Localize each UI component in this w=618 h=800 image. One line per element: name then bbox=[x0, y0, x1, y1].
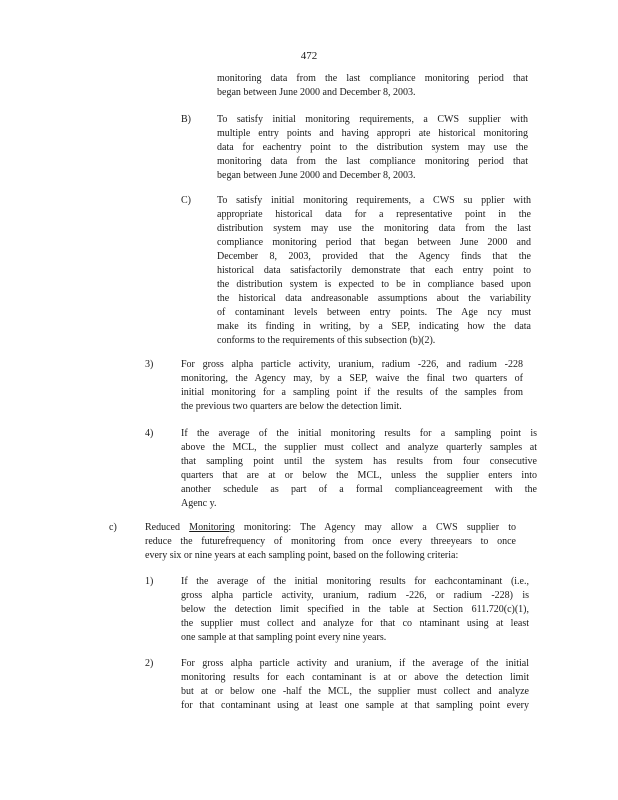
text-line: data for eachentry point to the distribution system may use the bbox=[217, 142, 528, 153]
text-line: gross alpha particle activity, uranium, radium -226, or radium -228) is bbox=[181, 590, 529, 601]
text-line: If the average of the initial monitoring results for eachcontaminant (i.e., bbox=[181, 576, 529, 587]
text-line: appropriate historical data for a representative point in the bbox=[217, 209, 531, 220]
text-line: compliance monitoring period that began between June 2000 and bbox=[217, 237, 531, 248]
text-block-4 bbox=[181, 427, 537, 511]
text-block-b bbox=[217, 113, 528, 183]
text-block-1 bbox=[181, 575, 529, 645]
text-line: monitoring data from the last compliance monitoring period that bbox=[217, 156, 528, 167]
text-block-3 bbox=[181, 358, 523, 414]
text-line: reduce the futurefrequency of monitoring from once every threeyears to once bbox=[145, 536, 516, 547]
text-line: another schedule as part of a formal complianceagreement with the bbox=[181, 484, 537, 495]
text-line: To satisfy initial monitoring requirements, a CWS supplier with bbox=[217, 114, 528, 125]
text-line: monitoring results for each contaminant is at or above the detection limit bbox=[181, 672, 529, 683]
text-line: multiple entry points and having appropri ate historical monitoring bbox=[217, 128, 528, 139]
page-number: 472 bbox=[300, 50, 318, 62]
text-line: December 8, 2003, provided that the Agency finds that the bbox=[217, 251, 531, 262]
text-line: below the detection limit specified in the table at Section 611.720(c)(1), bbox=[181, 604, 529, 615]
text-line: that sampling point until the system has results from four consecutive bbox=[181, 456, 537, 467]
text-line: every six or nine years at each sampling point, based on the following criteria: bbox=[145, 550, 459, 561]
text-line: the distribution system is expected to be in compliance based upon bbox=[217, 279, 531, 290]
text-line: the historical data andreasonable assumptions about the variability bbox=[217, 293, 531, 304]
item-label-2: 2) bbox=[145, 658, 154, 669]
text-line: began between June 2000 and December 8, 2003. bbox=[217, 170, 416, 181]
text-line: above the MCL, the supplier must collect and analyze quarterly samples at bbox=[181, 442, 537, 453]
item-label-1: 1) bbox=[145, 576, 154, 587]
text-block-2 bbox=[181, 657, 529, 713]
text-line: distribution system may use the monitoring data from the last bbox=[217, 223, 531, 234]
item-label-b: B) bbox=[181, 114, 191, 125]
text-line: conforms to the requirements of this subsection (b)(2). bbox=[217, 335, 436, 346]
text-line: for that contaminant using at least one sample at that sampling point every bbox=[181, 700, 529, 711]
text-line: monitoring data from the last compliance monitoring period that bbox=[217, 73, 528, 84]
text-line: monitoring, the Agency may, by a SEP, waive the final two quarters of bbox=[181, 373, 523, 384]
text-line: one sample at that sampling point every nine years. bbox=[181, 632, 387, 643]
text-line: began between June 2000 and December 8, 2003. bbox=[217, 87, 416, 98]
text-line: Agenc y. bbox=[181, 498, 217, 509]
text-line: the previous two quarters are below the detection limit. bbox=[181, 401, 402, 412]
text-line: historical data satisfactorily demonstrate that each entry point to bbox=[217, 265, 531, 276]
item-label-c-lower: c) bbox=[109, 522, 117, 533]
text-line: but at or below one -half the MCL, the supplier must collect and analyze bbox=[181, 686, 529, 697]
text-line: For gross alpha particle activity and uranium, if the average of the initial bbox=[181, 658, 529, 669]
item-label-3: 3) bbox=[145, 359, 154, 370]
text-line: For gross alpha particle activity, uranium, radium -226, and radium -228 bbox=[181, 359, 523, 370]
text-block-continuation bbox=[217, 72, 528, 100]
text-block-c bbox=[217, 194, 531, 348]
text-line: make its finding in writing, by a SEP, indicating how the data bbox=[217, 321, 531, 332]
text-line: quarters that are at or below the MCL, unless the supplier enters into bbox=[181, 470, 537, 481]
text-line: of contaminant levels between entry points. The Age ncy must bbox=[217, 307, 531, 318]
text-line: initial monitoring for a sampling point if the results of the samples from bbox=[181, 387, 523, 398]
text-line-reduced-monitoring: Reduced Monitoring monitoring: The Agency may allow a CWS supplier to bbox=[145, 522, 516, 533]
text-line: the supplier must collect and analyze for that co ntaminant using at least bbox=[181, 618, 529, 629]
item-label-4: 4) bbox=[145, 428, 154, 439]
text-line: To satisfy initial monitoring requirements, a CWS su pplier with bbox=[217, 195, 531, 206]
item-label-c: C) bbox=[181, 195, 191, 206]
text-line: If the average of the initial monitoring results for a sampling point is bbox=[181, 428, 537, 439]
text-block-c-lower bbox=[145, 521, 516, 563]
